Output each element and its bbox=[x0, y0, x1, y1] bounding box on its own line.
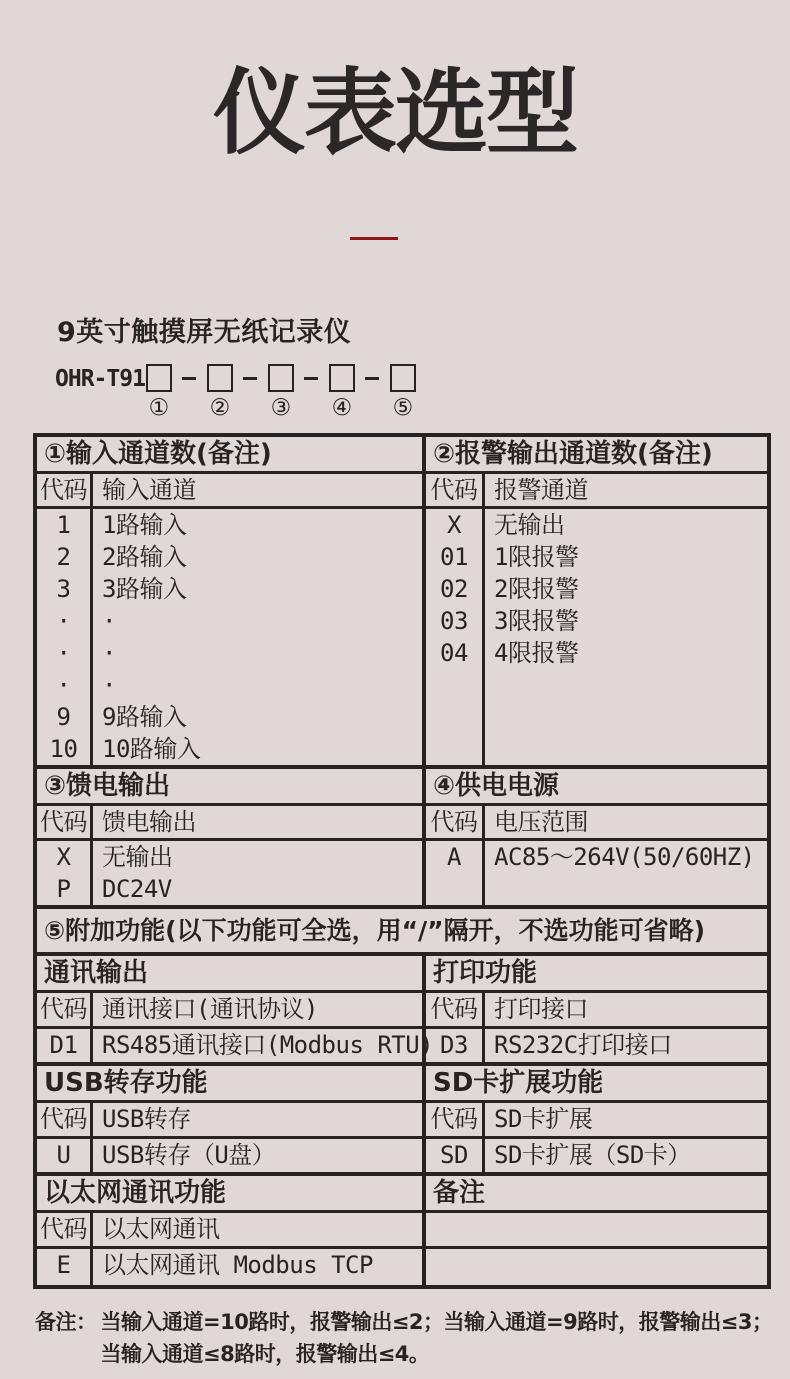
section-title: ②报警输出通道数(备注) bbox=[426, 437, 767, 474]
code-cell: 01 bbox=[440, 543, 468, 571]
section-row-6 bbox=[37, 1172, 767, 1285]
value-column bbox=[485, 1029, 767, 1062]
subheader bbox=[426, 474, 767, 509]
model-prefix: OHR-T91 bbox=[55, 366, 145, 392]
value-cell: 无输出 bbox=[494, 511, 565, 539]
code-header: 代码 bbox=[426, 474, 485, 506]
code-cell: D3 bbox=[440, 1031, 468, 1059]
code-cell: 1 bbox=[56, 511, 71, 539]
model-option-box bbox=[390, 364, 416, 392]
model-position-3 bbox=[267, 364, 295, 421]
code-header: 代码 bbox=[426, 993, 485, 1026]
model-option-box bbox=[146, 364, 172, 392]
section-title: ③馈电输出 bbox=[37, 769, 422, 806]
position-marker: ① bbox=[148, 395, 170, 421]
subheader bbox=[426, 993, 767, 1029]
code-cell: SD bbox=[440, 1141, 468, 1169]
value-cell: 以太网通讯 Modbus TCP bbox=[102, 1251, 373, 1279]
section-row-4 bbox=[37, 952, 767, 1062]
code-cell: 3 bbox=[56, 575, 71, 603]
model-code bbox=[55, 364, 417, 421]
value-column bbox=[485, 1139, 767, 1172]
section-title: 备注 bbox=[426, 1176, 767, 1213]
value-column bbox=[93, 509, 422, 765]
code-column bbox=[37, 1139, 93, 1172]
value-cell: USB转存（U盘） bbox=[102, 1141, 276, 1169]
value-cell: 10路输入 bbox=[102, 735, 201, 763]
code-column bbox=[37, 1249, 93, 1285]
model-position-5 bbox=[389, 364, 417, 421]
value-cell: 1路输入 bbox=[102, 511, 187, 539]
title-divider bbox=[350, 237, 398, 240]
code-cell: X bbox=[56, 843, 71, 871]
code-header: 代码 bbox=[426, 1103, 485, 1136]
table-body bbox=[37, 1139, 422, 1172]
code-header: 代码 bbox=[37, 993, 93, 1026]
model-option-box bbox=[207, 364, 233, 392]
code-column bbox=[426, 1029, 485, 1062]
footnote bbox=[35, 1306, 775, 1370]
section-title: 通讯输出 bbox=[37, 956, 422, 993]
value-cell: DC24V bbox=[102, 875, 172, 903]
section-additional-functions-banner: ⑤附加功能(以下功能可全选，用“/”隔开，不选功能可省略) bbox=[37, 905, 767, 952]
remarks-empty-subrow bbox=[426, 1213, 767, 1249]
value-cell: 3路输入 bbox=[102, 575, 187, 603]
section-title: 打印功能 bbox=[426, 956, 767, 993]
code-header: 代码 bbox=[37, 474, 93, 506]
value-cell: · bbox=[102, 671, 116, 699]
code-column bbox=[426, 509, 485, 765]
code-cell: E bbox=[56, 1251, 71, 1279]
code-cell: 2 bbox=[56, 543, 71, 571]
value-cell: SD卡扩展（SD卡） bbox=[494, 1141, 691, 1169]
value-cell: 3限报警 bbox=[494, 607, 579, 635]
value-cell: RS485通讯接口(Modbus RTU) bbox=[102, 1031, 434, 1059]
footnote-text bbox=[101, 1306, 773, 1370]
code-cell: · bbox=[56, 639, 71, 667]
model-position-1 bbox=[145, 364, 173, 421]
page-title: 仪表选型 bbox=[213, 59, 577, 167]
model-option-box bbox=[329, 364, 355, 392]
table-body bbox=[426, 1139, 767, 1172]
section-sd-card bbox=[422, 1066, 767, 1172]
model-option-box bbox=[268, 364, 294, 392]
code-cell: U bbox=[56, 1141, 71, 1169]
value-cell: 2限报警 bbox=[494, 575, 579, 603]
code-cell: 9 bbox=[56, 703, 71, 731]
dash-separator bbox=[295, 364, 328, 392]
value-cell: 无输出 bbox=[102, 843, 173, 871]
code-header: 代码 bbox=[426, 806, 485, 838]
dash-separator bbox=[356, 364, 389, 392]
subheader bbox=[37, 1213, 422, 1249]
section-row-5 bbox=[37, 1062, 767, 1172]
position-marker: ⑤ bbox=[392, 395, 414, 421]
table-body bbox=[37, 841, 422, 905]
code-cell: 04 bbox=[440, 639, 468, 667]
code-cell: 02 bbox=[440, 575, 468, 603]
section-ethernet bbox=[37, 1176, 422, 1285]
code-cell: D1 bbox=[49, 1031, 78, 1059]
code-header: 代码 bbox=[37, 806, 93, 838]
subheader bbox=[426, 1103, 767, 1139]
code-cell: · bbox=[56, 671, 71, 699]
code-column bbox=[37, 841, 93, 905]
section-usb-transfer bbox=[37, 1066, 422, 1172]
code-column bbox=[37, 1029, 93, 1062]
model-position-2 bbox=[206, 364, 234, 421]
code-cell: X bbox=[447, 511, 461, 539]
footnote-line: 当输入通道=10路时，报警输出≤2；当输入通道=9路时，报警输出≤3； bbox=[100, 1310, 773, 1334]
position-marker: ② bbox=[209, 395, 231, 421]
value-cell: · bbox=[102, 639, 116, 667]
value-column bbox=[93, 841, 422, 905]
section-comm-output bbox=[37, 956, 434, 1062]
remarks-empty-cell bbox=[426, 1249, 767, 1285]
position-marker: ③ bbox=[270, 395, 292, 421]
table-body bbox=[426, 1029, 767, 1062]
value-column bbox=[93, 1139, 422, 1172]
footnote-line: 当输入通道≤8路时，报警输出≤4。 bbox=[100, 1342, 430, 1366]
product-subtitle: 9英寸触摸屏无纸记录仪 bbox=[57, 317, 352, 348]
code-column bbox=[426, 1139, 485, 1172]
section-alarm-outputs bbox=[422, 437, 767, 765]
value-header: 打印接口 bbox=[494, 995, 588, 1023]
section-row-2 bbox=[37, 765, 767, 905]
section-title: USB转存功能 bbox=[37, 1066, 422, 1103]
value-header: 电压范围 bbox=[494, 808, 588, 836]
value-header: 以太网通讯 bbox=[102, 1215, 220, 1243]
footnote-label: 备注： bbox=[35, 1310, 97, 1334]
code-cell: A bbox=[447, 843, 461, 871]
table-body bbox=[37, 509, 422, 765]
code-header: 代码 bbox=[37, 1213, 93, 1246]
section-power-supply bbox=[422, 769, 767, 905]
section-title: ④供电电源 bbox=[426, 769, 767, 806]
dash-separator bbox=[173, 364, 206, 392]
value-cell: 4限报警 bbox=[494, 639, 579, 667]
section-title: ①输入通道数(备注) bbox=[37, 437, 422, 474]
value-header: SD卡扩展 bbox=[494, 1105, 593, 1133]
subheader bbox=[37, 474, 422, 509]
section-input-channels bbox=[37, 437, 422, 765]
value-cell: 2路输入 bbox=[102, 543, 187, 571]
value-column bbox=[485, 841, 767, 905]
value-header: 输入通道 bbox=[102, 476, 196, 504]
table-body bbox=[37, 1249, 422, 1285]
code-cell: P bbox=[56, 875, 71, 903]
model-position-4 bbox=[328, 364, 356, 421]
dash-separator bbox=[234, 364, 267, 392]
table-body bbox=[426, 841, 767, 905]
value-cell: RS232C打印接口 bbox=[494, 1031, 672, 1059]
section-print-function bbox=[422, 956, 767, 1062]
selection-table bbox=[33, 433, 771, 1289]
code-cell: 03 bbox=[440, 607, 468, 635]
subheader bbox=[37, 1103, 422, 1139]
code-cell: 10 bbox=[49, 735, 78, 763]
code-column bbox=[37, 509, 93, 765]
position-marker: ④ bbox=[331, 395, 353, 421]
section-remarks bbox=[422, 1176, 767, 1285]
subheader bbox=[37, 993, 422, 1029]
code-cell: · bbox=[56, 607, 71, 635]
value-header: 通讯接口(通讯协议) bbox=[102, 995, 318, 1023]
value-cell: AC85～264V(50/60HZ) bbox=[494, 843, 755, 871]
subheader bbox=[37, 806, 422, 841]
subheader bbox=[426, 806, 767, 841]
value-cell: 9路输入 bbox=[102, 703, 187, 731]
value-column bbox=[93, 1249, 422, 1285]
value-column bbox=[93, 1029, 433, 1062]
code-header: 代码 bbox=[37, 1103, 93, 1136]
value-header: 报警通道 bbox=[494, 476, 588, 504]
table-body bbox=[426, 509, 767, 765]
section-title: 以太网通讯功能 bbox=[37, 1176, 422, 1213]
section-row-1 bbox=[37, 437, 767, 765]
section-title: SD卡扩展功能 bbox=[426, 1066, 767, 1103]
value-cell: 1限报警 bbox=[494, 543, 579, 571]
value-column bbox=[485, 509, 767, 765]
value-header: 馈电输出 bbox=[102, 808, 196, 836]
table-body bbox=[37, 1029, 434, 1062]
value-cell: · bbox=[102, 607, 116, 635]
value-header: USB转存 bbox=[102, 1105, 191, 1133]
section-power-feed-output bbox=[37, 769, 422, 905]
code-column bbox=[426, 841, 485, 905]
